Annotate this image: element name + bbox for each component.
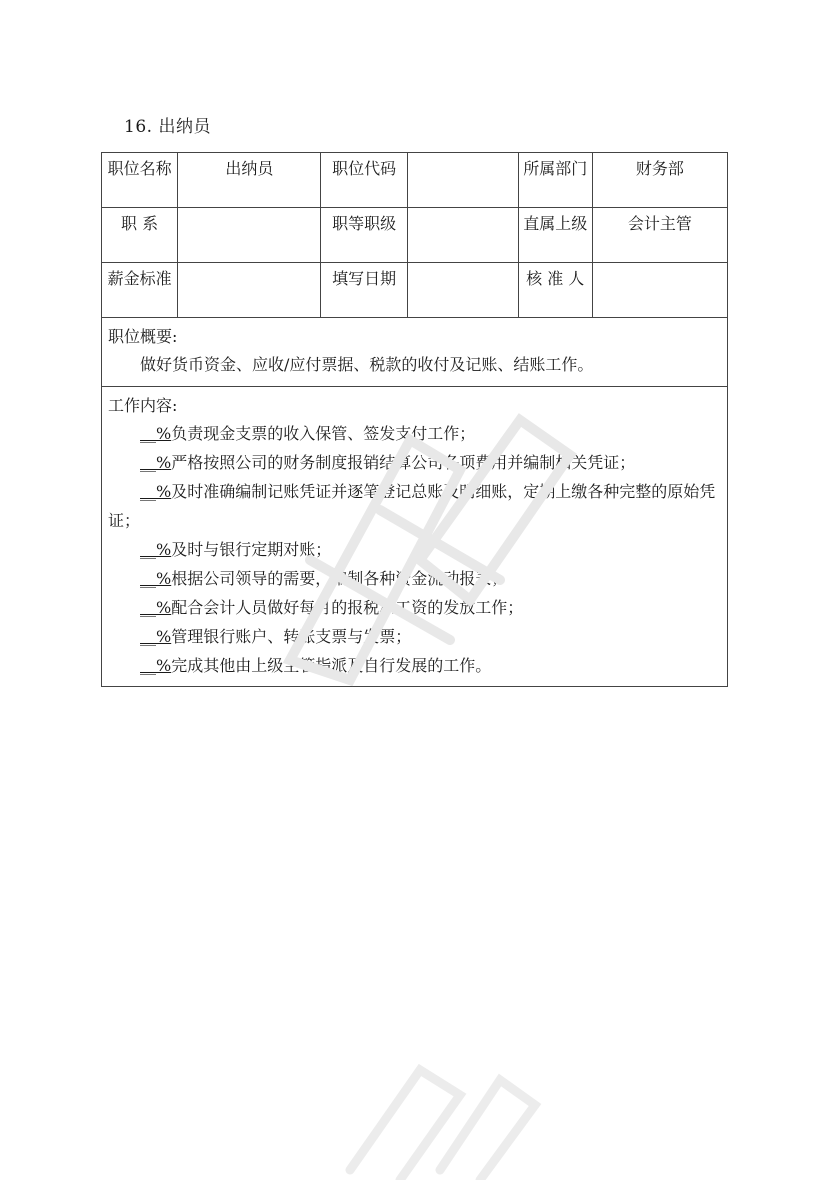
table-row <box>102 263 728 318</box>
duty-text: 根据公司领导的需要，编制各种资金流动报表； <box>171 569 508 588</box>
label-cell: 职位代码 <box>321 153 407 208</box>
duty-marker: __% <box>140 598 172 617</box>
duties-cell <box>102 387 728 687</box>
label-cell: 直属上级 <box>518 208 592 263</box>
value-cell <box>178 208 321 263</box>
job-description-table <box>101 152 728 687</box>
duty-item <box>108 448 721 477</box>
label-cell: 所属部门 <box>518 153 592 208</box>
value-cell <box>407 263 518 318</box>
summary-row <box>102 318 728 387</box>
duty-marker: __% <box>140 656 172 675</box>
value-cell <box>592 263 727 318</box>
value-cell: 财务部 <box>592 153 727 208</box>
duty-marker: __% <box>140 627 172 646</box>
duty-marker: __% <box>140 569 172 588</box>
value-cell: 出纳员 <box>178 153 321 208</box>
duty-text: 严格按照公司的财务制度报销结算公司各项费用并编制相关凭证； <box>171 453 636 472</box>
summary-text: 做好货币资金、应收/应付票据、税款的收付及记账、结账工作。 <box>140 355 594 374</box>
value-cell <box>407 208 518 263</box>
label-cell: 职位名称 <box>102 153 178 208</box>
duty-marker: __% <box>140 453 172 472</box>
summary-cell <box>102 318 728 387</box>
duty-item <box>108 477 721 535</box>
duty-item <box>108 419 721 448</box>
label-cell: 填写日期 <box>321 263 407 318</box>
table-row <box>102 208 728 263</box>
duty-marker: __% <box>140 424 172 443</box>
duty-item <box>108 651 721 680</box>
duty-marker: __% <box>140 540 172 559</box>
duties-heading: 工作内容: <box>108 396 178 415</box>
duty-item <box>108 593 721 622</box>
duty-text: 及时与银行定期对账； <box>171 540 332 559</box>
summary-heading: 职位概要: <box>108 327 178 346</box>
page-title: 16. 出纳员 <box>124 117 211 137</box>
table-row <box>102 153 728 208</box>
value-cell: 会计主管 <box>592 208 727 263</box>
label-cell: 职等职级 <box>321 208 407 263</box>
duty-item <box>108 564 721 593</box>
duties-list <box>108 419 721 680</box>
duty-text: 及时准确编制记账凭证并逐笔登记总账及明细账，定期上缴各种完整的原始凭证； <box>108 482 716 530</box>
duty-marker: __% <box>140 482 172 501</box>
duties-row <box>102 387 728 687</box>
duty-text: 配合会计人员做好每月的报税和工资的发放工作； <box>171 598 524 617</box>
value-cell <box>178 263 321 318</box>
label-cell: 职 系 <box>102 208 178 263</box>
duty-text: 管理银行账户、转账支票与发票； <box>171 627 412 646</box>
duty-item <box>108 622 721 651</box>
value-cell <box>407 153 518 208</box>
duty-text: 负责现金支票的收入保管、签发支付工作； <box>171 424 476 443</box>
duty-text: 完成其他由上级主管指派及自行发展的工作。 <box>171 656 492 675</box>
label-cell: 薪金标准 <box>102 263 178 318</box>
watermark-icon <box>330 1040 550 1180</box>
duty-item <box>108 535 721 564</box>
label-cell: 核 准 人 <box>518 263 592 318</box>
